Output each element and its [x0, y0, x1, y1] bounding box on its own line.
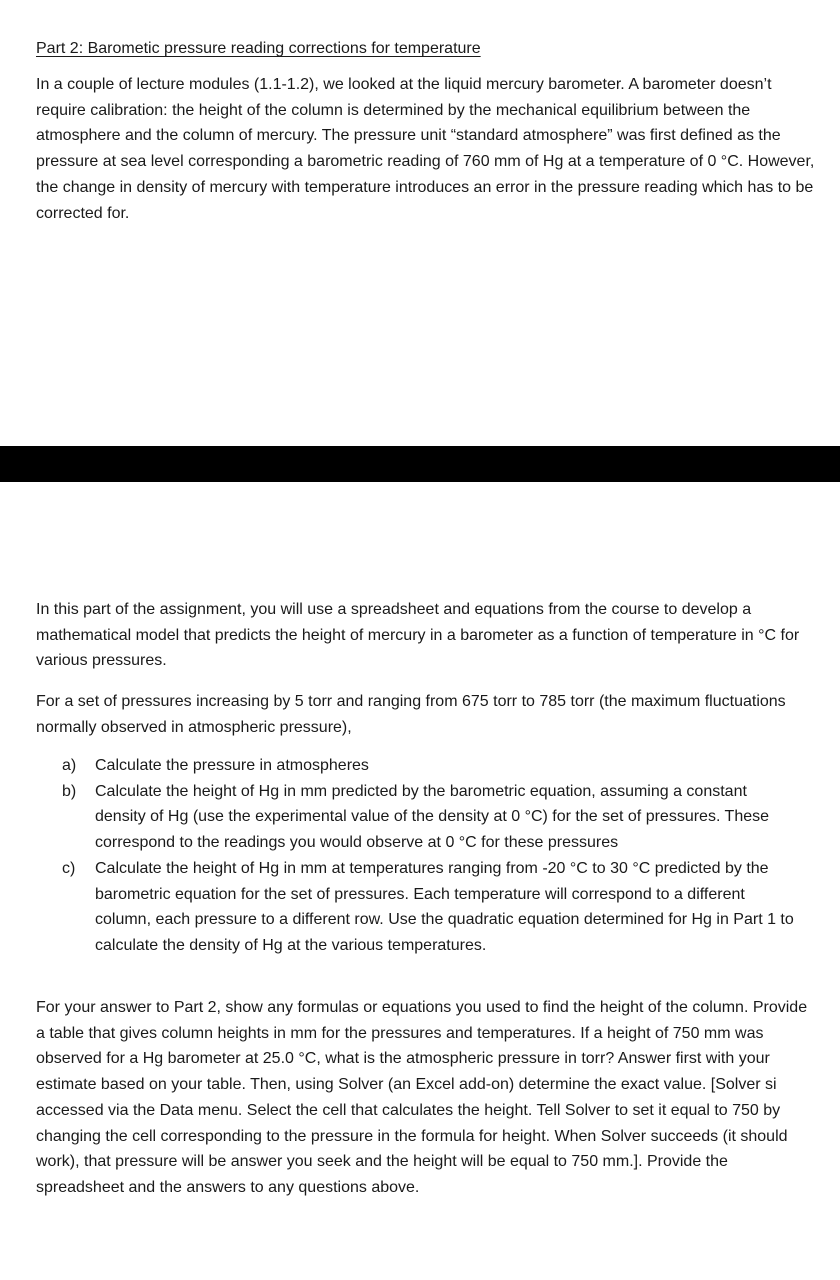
- task-item-c: [62, 856, 802, 959]
- task-marker: c): [62, 859, 76, 877]
- task-text: Calculate the height of Hg in mm at temperatures ranging from -20 °C to 30 °C predicted by the barometric equation for the set of pressures. Each temperature will correspond to a different column, each pressure to a different row. Use the quadratic equation determined for Hg in Part 1 to calculate the density of Hg at the various temperatures.: [95, 859, 794, 954]
- task-text: Calculate the height of Hg in mm predicted by the barometric equation, assuming a constant density of Hg (use the experimental value of the density at 0 °C) for the set of pressures. These correspond to the readings you would observe at 0 °C for these pressures: [95, 782, 770, 852]
- answer-instructions-paragraph: For your answer to Part 2, show any formulas or equations you used to find the height of the column. Provide a table that gives column heights in mm for the pressures and temperatures. If a height of 750 mm was observed for a Hg barometer at 25.0 °C, what is the atmospheric pressure in torr? Answer first with your estimate based on your table. Then, using Solver (an Excel add-on) determine the exact value. [Solver si accessed via the Data menu. Select the cell that calculates the height. Tell Solver to set it equal to 750 by changing the cell corresponding to the pressure in the formula for height. When Solver succeeds (it should work), that pressure will be answer you seek and the height will be equal to 750 mm.]. Provide the spreadsheet and the answers to any questions above.: [36, 999, 808, 1196]
- section-title: Part 2: Barometic pressure reading corrections for temperature: [36, 40, 481, 57]
- redaction-bar: [0, 446, 840, 482]
- intro-paragraph: In a couple of lecture modules (1.1-1.2), we looked at the liquid mercury barometer. A barometer doesn’t require calibration: the height of the column is determined by the mechanical equilibrium between the atmosphere and the column of mercury. The pressure unit “standard atmosphere” was first defined as the pressure at sea level corresponding a barometric reading of 760 mm of Hg at a temperature of 0 °C. However, the change in density of mercury with temperature introduces an error in the pressure reading which has to be corrected for.: [36, 76, 815, 222]
- task-text: Calculate the pressure in atmospheres: [95, 757, 369, 774]
- task-marker: b): [62, 782, 77, 800]
- pressure-range-paragraph: For a set of pressures increasing by 5 torr and ranging from 675 torr to 785 torr (the maximum fluctuations normally observed in atmospheric pressure),: [36, 693, 786, 736]
- task-item-b: [62, 779, 802, 856]
- task-marker: a): [62, 757, 77, 774]
- task-list: [62, 753, 802, 959]
- task-item-a: [62, 753, 802, 779]
- assignment-intro-paragraph: In this part of the assignment, you will use a spreadsheet and equations from the course to develop a mathematical model that predicts the height of mercury in a barometer as a function of temperature in °C for various pressures.: [36, 601, 800, 670]
